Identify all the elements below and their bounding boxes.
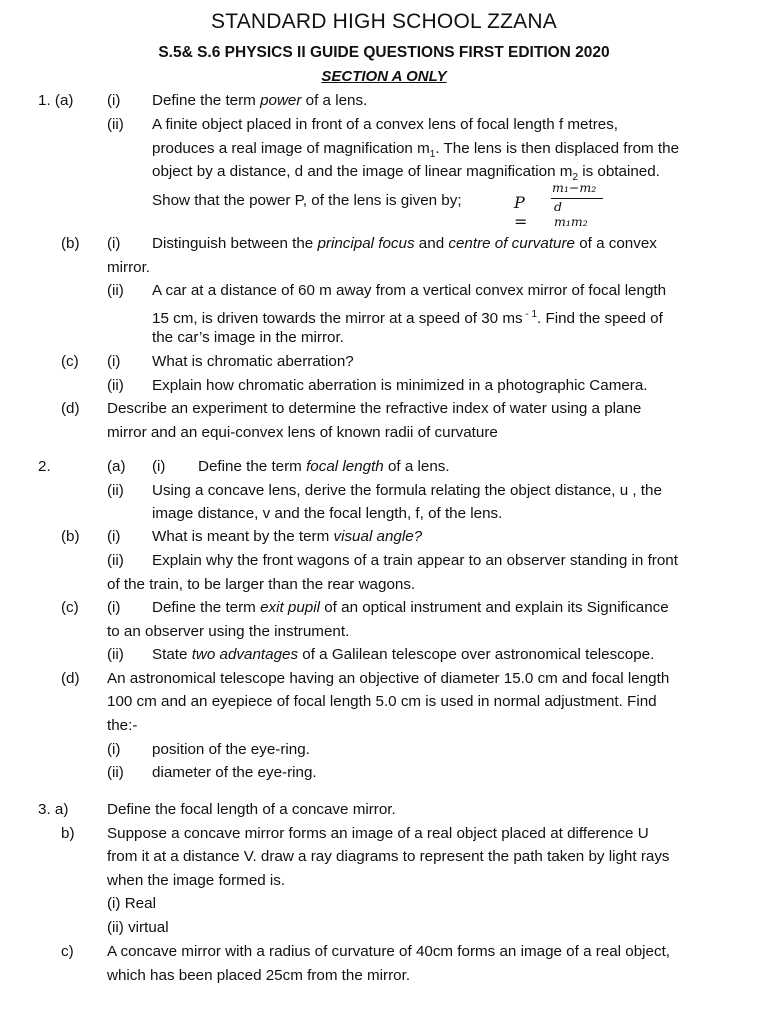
q2c-i-label: (i): [107, 599, 121, 616]
q1a-i-text: Define the term power of a lens.: [152, 92, 368, 109]
school-name: STANDARD HIGH SCHOOL ZZANA: [211, 10, 557, 33]
q1c-i-label: (i): [107, 353, 121, 370]
q1a-ii-line: A finite object placed in front of a convex lens of focal length f metres,: [152, 116, 619, 133]
q2b-ii-label: (ii): [107, 552, 124, 569]
q1b-i-text: Distinguish between the principal focus and centre of curvature of a convex: [152, 235, 657, 252]
q2c-ii-text: State two advantages of a Galilean telescope over astronomical telescope.: [152, 646, 655, 663]
q2c-ii-label: (ii): [107, 646, 124, 663]
q2d-line: the:-: [107, 717, 138, 734]
q1d-line: mirror and an equi-convex lens of known radii of curvature: [107, 424, 498, 441]
q1a-i-label: (i): [107, 92, 121, 109]
q1d-line: Describe an experiment to determine the refractive index of water using a plane: [107, 400, 642, 417]
q1d-label: (d): [61, 400, 80, 417]
q2a-ii-label: (ii): [107, 482, 124, 499]
q2a-i-text: Define the term focal length of a lens.: [198, 458, 450, 475]
q2-number: 2.: [38, 458, 51, 475]
q1b-ii-line: 15 cm, is driven towards the mirror at a speed of 30 ms $^{- 1}$. Find the speed of: [152, 309, 663, 328]
q2d-label: (d): [61, 670, 80, 687]
q1b-ii-label: (ii): [107, 282, 124, 299]
q3a-text: Define the focal length of a concave mirror.: [107, 801, 396, 818]
q2b-ii-line: Explain why the front wagons of a train appear to an observer standing in front: [152, 552, 678, 569]
q3b-label: b): [61, 825, 75, 842]
section-heading: SECTION A ONLY: [321, 68, 447, 85]
q1c-ii-text: Explain how chromatic aberration is minimized in a photographic Camera.: [152, 377, 648, 394]
q2c-label: (c): [61, 599, 79, 616]
q2a-i-label: (i): [152, 458, 166, 475]
q2d-i-label: (i): [107, 741, 121, 758]
q1c-label: (c): [61, 353, 79, 370]
formula-lhs: P =: [514, 193, 528, 231]
q2c-i-text: Define the term exit pupil of an optical instrument and explain its Significance: [152, 599, 669, 616]
q1a-ii-label: (ii): [107, 116, 124, 133]
q2d-line: 100 cm and an eyepiece of focal length 5.0 cm is used in normal adjustment. Find: [107, 693, 657, 710]
q2b-i-text: What is meant by the term visual angle?: [152, 528, 423, 545]
q2a-label: (a): [107, 458, 126, 475]
q3b-ii-text: (ii) virtual: [107, 919, 169, 936]
q3b-line: when the image formed is.: [107, 872, 286, 889]
q1b-ii-line: A car at a distance of 60 m away from a vertical convex mirror of focal length: [152, 282, 667, 299]
q3-number: 3. a): [38, 801, 69, 818]
q1b-i-line: mirror.: [107, 259, 151, 276]
q3c-label: c): [61, 943, 74, 960]
q1a-ii-line: object by a distance, d and the image of linear magnification $m_2$ is obtained.: [152, 163, 660, 184]
q1c-i-text: What is chromatic aberration?: [152, 353, 354, 370]
q2d-line: An astronomical telescope having an objective of diameter 15.0 cm and focal length: [107, 670, 670, 687]
q3b-line: Suppose a concave mirror forms an image of a real object placed at difference U: [107, 825, 649, 842]
q2c-i-line: to an observer using the instrument.: [107, 623, 350, 640]
q2a-ii-line: image distance, v and the focal length, f, of the lens.: [152, 505, 503, 522]
q1c-ii-label: (ii): [107, 377, 124, 394]
q2d-i-text: position of the eye-ring.: [152, 741, 310, 758]
formula-numerator: m₁−m₂: [552, 180, 597, 195]
q3c-line: which has been placed 25cm from the mirror.: [107, 967, 411, 984]
q3b-i-text: (i) Real: [107, 895, 156, 912]
q1a-ii-line: Show that the power P, of the lens is given by;: [152, 192, 462, 209]
q1b-i-label: (i): [107, 235, 121, 252]
q2a-ii-line: Using a concave lens, derive the formula relating the object distance, u , the: [152, 482, 662, 499]
q3b-line: from it at a distance V. draw a ray diagrams to represent the path taken by light rays: [107, 848, 670, 865]
q2d-ii-text: diameter of the eye-ring.: [152, 764, 317, 781]
q1b-ii-line: the car’s image in the mirror.: [152, 329, 344, 346]
formula-denominator: d m₁m₂: [554, 199, 588, 229]
q3c-line: A concave mirror with a radius of curvature of 40cm forms an image of a real object,: [107, 943, 671, 960]
q1b-label: (b): [61, 235, 80, 252]
q1-number: 1. (a): [38, 92, 74, 109]
q2b-ii-line: of the train, to be larger than the rear wagons.: [107, 576, 416, 593]
q2b-label: (b): [61, 528, 80, 545]
q2d-ii-label: (ii): [107, 764, 124, 781]
q1a-ii-line: produces a real image of magnification $m_1$. The lens is then displaced from the: [152, 140, 680, 161]
exam-subtitle: S.5& S.6 PHYSICS II GUIDE QUESTIONS FIRST EDITION 2020: [158, 44, 610, 61]
q2b-i-label: (i): [107, 528, 121, 545]
